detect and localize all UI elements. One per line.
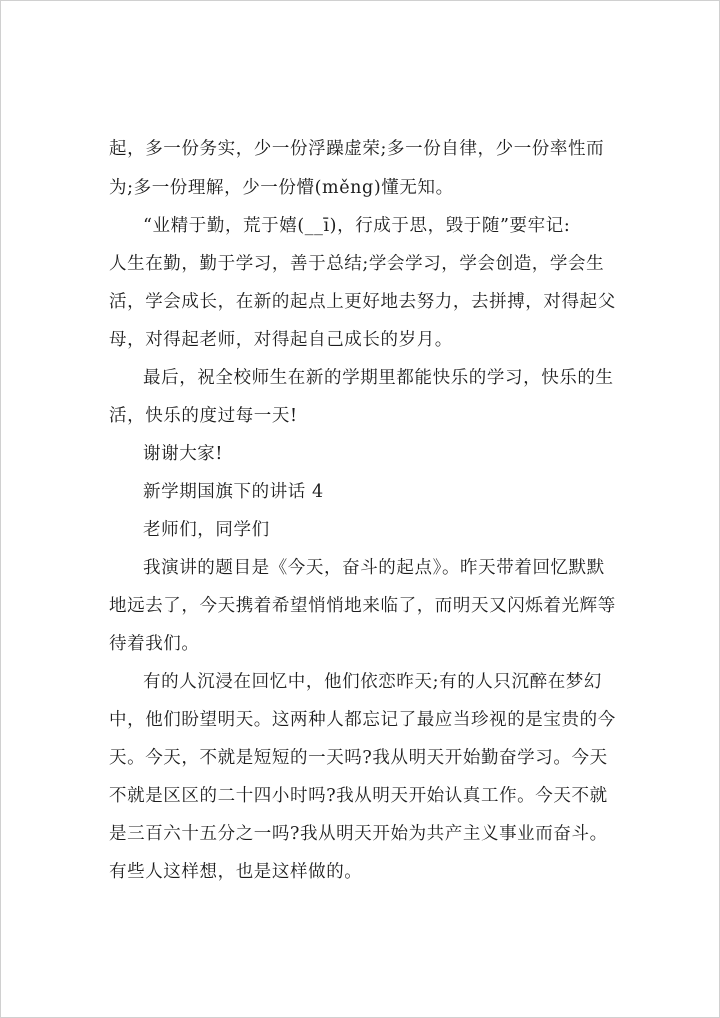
text-line-14: 待着我们。 xyxy=(109,634,200,654)
text-line-15: 有的人沉浸在回忆中，他们依恋昨天;有的人只沉醉在梦幻 xyxy=(143,672,602,692)
text-line-13: 地远去了，今天携着希望悄悄地来临了，而明天又闪烁着光辉等 xyxy=(109,596,616,616)
text-line-2: 为;多一份理解，少一份懵(měng)懂无知。 xyxy=(109,178,454,198)
text-line-1: 起，多一份务实，少一份浮躁虚荣;多一份自律，少一份率性而 xyxy=(109,139,605,159)
text-line-16: 中，他们盼望明天。这两种人都忘记了最应当珍视的是宝贵的今 xyxy=(109,710,616,730)
text-line-5: 活，学会成长，在新的起点上更好地去努力，去拼搏，对得起父 xyxy=(109,292,616,312)
text-line-19: 是三百六十五分之一吗?我从明天开始为共产主义事业而奋斗。 xyxy=(109,824,608,844)
text-line-9: 谢谢大家! xyxy=(143,444,224,464)
text-line-8: 活，快乐的度过每一天! xyxy=(109,406,298,426)
text-line-6: 母，对得起老师，对得起自己成长的岁月。 xyxy=(109,330,453,350)
text-line-12: 我演讲的题目是《今天，奋斗的起点》。昨天带着回忆默默 xyxy=(143,558,605,578)
text-line-11: 老师们，同学们 xyxy=(143,520,270,540)
text-line-7: 最后，祝全校师生在新的学期里都能快乐的学习，快乐的生 xyxy=(143,368,614,388)
text-line-4: 人生在勤，勤于学习，善于总结;学会学习，学会创造，学会生 xyxy=(109,254,605,274)
text-line-20: 有些人这样想，也是这样做的。 xyxy=(109,862,363,882)
text-line-17: 天。今天，不就是短短的一天吗?我从明天开始勤奋学习。今天 xyxy=(109,748,608,768)
text-line-3: “业精于勤，荒于嬉(__ī)，行成于思，毁于随”要牢记: xyxy=(143,216,571,236)
section-heading: 新学期国旗下的讲话 4 xyxy=(143,482,324,502)
text-line-18: 不就是区区的二十四小时吗?我从明天开始认真工作。今天不就 xyxy=(109,786,608,806)
